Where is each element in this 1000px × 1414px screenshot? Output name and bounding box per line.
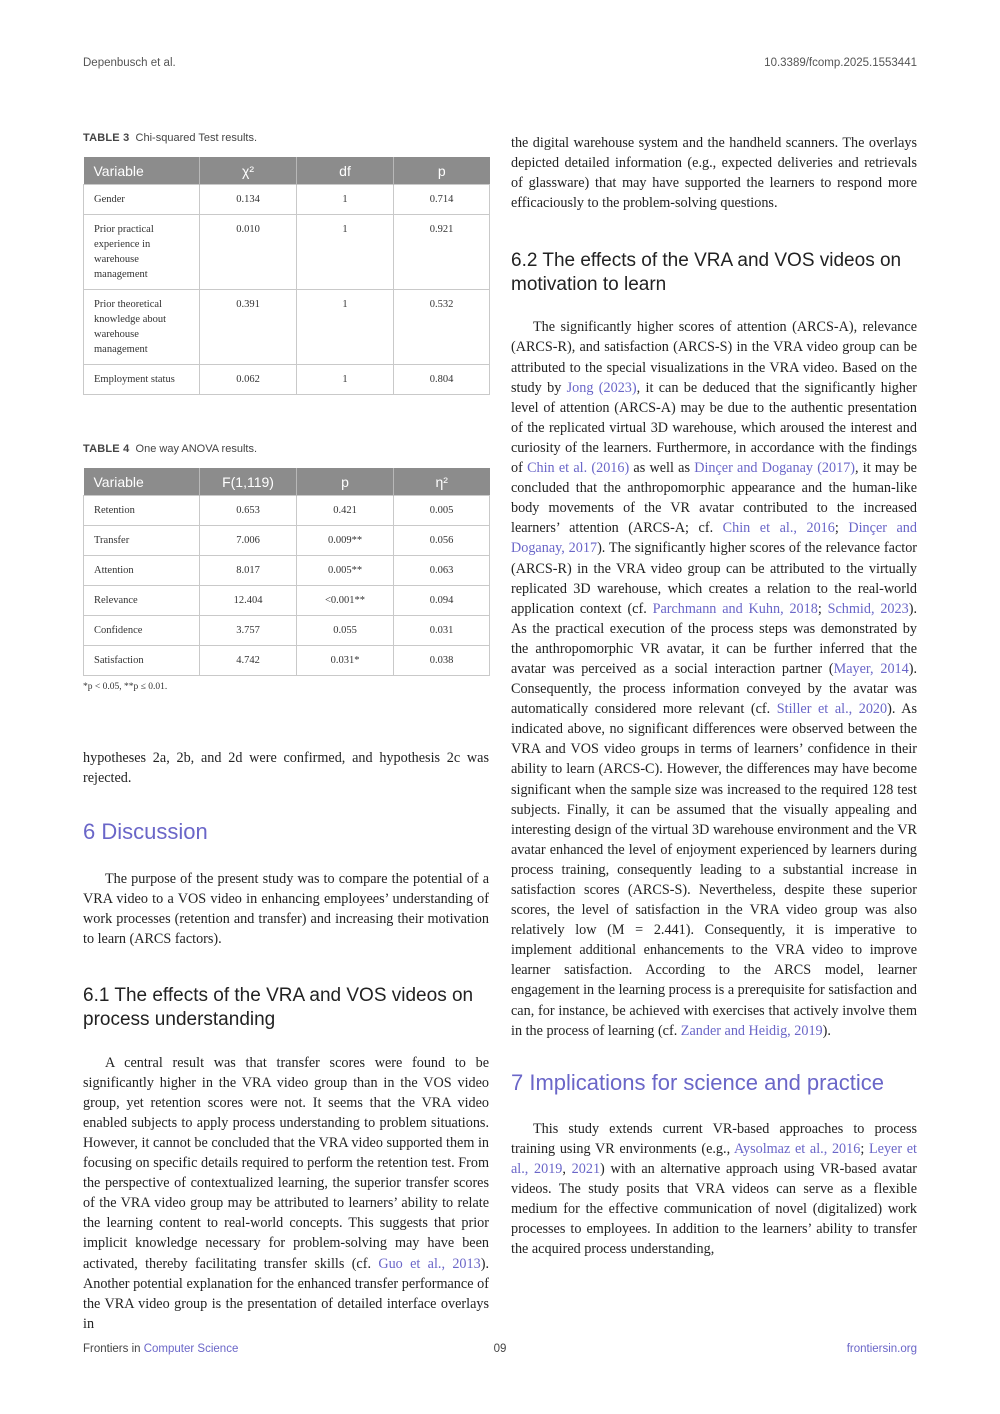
discussion-paragraph: The purpose of the present study was to compare the potential of a VRA video to a VOS video in enhancing employees’ understanding of work processes (retention and transfer) and increasing their motivation to learn (ARCS factors). <box>83 871 489 948</box>
footer-site-link[interactable]: frontiersin.org <box>846 1343 917 1355</box>
citation-link[interactable]: Aysolmaz et al., 2016 <box>734 1140 861 1157</box>
table-row: Satisfaction 4.742 0.031* 0.038 <box>84 646 490 676</box>
section-6-2-paragraph: The significantly higher scores of attention (ARCS-A), relevance (ARCS-R), and satisfaction (ARCS-S) in the VRA video group can be attributed to the special visualizations in the VRA video. Based on the study by Jong (2023), it can be deduced that the significantly higher level of attention (ARCS-A) may be due to the authentic presentation of the replicated virtual 3D warehouse, which aroused the interest and curiosity of the learners. Furthermore, in accordance with the findings of Chin et al. (2016) as well as Dinçer and Doganay (2017), it may be concluded that the anthropomorphic appearance and the human-like body movements of the VR avatar contributed to the increased learners’ attention (ARCS-A; cf. Chin et al., 2016; Dinçer and Doganay, 2017). The significantly higher scores of the relevance factor (ARCS-R) in the VRA video group can be attributed to the virtually replicated 3D warehouse, which creates a relation to the real-world application context (cf. Parchmann and Kuhn, 2018; Schmid, 2023). As the practical execution of the process steps was demonstrated by the anthropomorphic VR avatar, it can be further inferred that the avatar was perceived as a social interaction partner (Mayer, 2014). Consequently, the process information conveyed by the avatar was automatically considered more relevant (cf. Stiller et al., 2020). As indicated above, no significant differences were observed between the VRA and VOS video groups in terms of learners’ confidence in their ability to learn (ARCS-C). However, the differences may have become significant when the sample size was increased to the required 128 test subjects. Finally, it can be assumed that the visually appealing and interesting design of the virtual 3D warehouse environment and the VR avatar enhanced the level of enjoyment experienced by learners during process training, consequently leading to a substantial increase in satisfaction scores (ARCS-S). Nevertheless, despite these superior scores, the level of satisfaction in the VRA video group was also relatively low (M = 2.441). Consequently, it is imperative to implement additional enhancements to the VRA video to improve learner satisfaction. According to the ARCS model, learner engagement in the learning process is a prerequisite for satisfaction and can, for instance, be achieved with exercises that actively involve them in the process of learning (cf. Zander and Heidig, 2019). <box>511 319 918 1039</box>
table-row: Transfer 7.006 0.009** 0.056 <box>84 526 490 556</box>
table-row: Prior theoretical knowledge about warehouse management 0.391 1 0.532 <box>84 290 490 365</box>
table3-col-p: p <box>394 157 490 185</box>
section-7-paragraph: This study extends current VR-based approaches to process training using VR environments (e.g., Aysolmaz et al., 2016; Leyer et al., 2019, 2021) with an alternative approach using VR-based avatar videos. The study posits that VRA videos can serve as a flexible medium for the effective communication of novel (digitalized) work processes to employees. In addition to the learners’ ability to transfer the acquired process understanding, <box>511 1120 918 1258</box>
table-row: Gender 0.134 1 0.714 <box>84 185 490 215</box>
table4-col-variable: Variable <box>84 468 200 496</box>
table4-col-f: F(1,119) <box>200 468 297 496</box>
running-header-authors: Depenbusch et al. <box>83 57 176 69</box>
citation-link[interactable]: Stiller et al., 2020 <box>776 701 888 718</box>
citation-link[interactable]: Dinçer and Doganay (2017) <box>694 460 856 477</box>
citation-link[interactable]: Schmid, 2023 <box>827 600 909 617</box>
table-row: Attention 8.017 0.005** 0.063 <box>84 556 490 586</box>
footer-journal: Frontiers in Computer Science <box>83 1343 239 1355</box>
citation-link[interactable]: Parchmann and Kuhn, 2018 <box>652 600 818 617</box>
citation-link[interactable]: Leyer et al., 2019 <box>511 1140 918 1177</box>
running-header-doi: 10.3389/fcomp.2025.1553441 <box>764 57 917 69</box>
citation-link[interactable]: 2021 <box>571 1160 601 1177</box>
table3-chi-squared <box>83 157 490 395</box>
table-row: Confidence 3.757 0.055 0.031 <box>84 616 490 646</box>
table3-col-chi2: χ² <box>200 157 297 185</box>
left-column <box>83 128 489 1334</box>
table4-footnote: *p < 0.05, **p ≤ 0.01. <box>83 682 168 692</box>
table-row: Relevance 12.404 <0.001** 0.094 <box>84 586 490 616</box>
section-6-1-paragraph: A central result was that transfer scores were found to be significantly higher in the VRA video group than in the VOS video group, yet retention scores were not. It seems that the VRA video enabled subjects to apply process understanding to problem situations. However, it cannot be concluded that the VRA video supported them in focusing on specific details required to perform the retention test. From the perspective of contextualized learning, the superior transfer scores of the VRA video group may be attributed to learners’ ability to relate the learning content to real-world concepts. This suggests that prior implicit knowledge necessary for problem-solving may have been activated, thereby facilitating transfer skills (cf. Guo et al., 2013). Another potential explanation for the enhanced transfer performance of the VRA video group is the presentation of detailed interface overlays in <box>83 1054 489 1332</box>
table4-anova <box>83 468 490 676</box>
section-6-heading: 6 Discussion <box>83 819 208 845</box>
table-row: Retention 0.653 0.421 0.005 <box>84 496 490 526</box>
table3-col-variable: Variable <box>84 157 200 185</box>
table3-caption: TABLE 3 Chi-squared Test results. <box>83 132 258 144</box>
table4-col-p: p <box>297 468 394 496</box>
citation-link[interactable]: Guo et al., 2013 <box>378 1255 481 1272</box>
citation-link[interactable]: Chin et al. (2016) <box>527 460 630 477</box>
section-6-2-heading: 6.2 The effects of the VRA and VOS videos on motivation to learn <box>511 250 902 296</box>
citation-link[interactable]: Jong (2023) <box>566 379 637 396</box>
right-column <box>511 128 917 1259</box>
citation-link[interactable]: Dinçer and Doganay, 2017 <box>511 520 917 557</box>
table4-caption: TABLE 4 One way ANOVA results. <box>83 443 258 455</box>
section-6-1-heading: 6.1 The effects of the VRA and VOS videos on process understanding <box>83 984 474 1030</box>
citation-link[interactable]: Mayer, 2014 <box>833 660 909 677</box>
table3-col-df: df <box>297 157 394 185</box>
continued-paragraph: the digital warehouse system and the handheld scanners. The overlays depicted detailed information (e.g., expected deliveries and retrievals of glassware) that may have supported the learners to respond more efficaciously to the problem-solving questions. <box>511 135 917 212</box>
table4-col-eta2: η² <box>394 468 490 496</box>
footer-page-number: 09 <box>493 1343 507 1355</box>
table-row: Prior practical experience in warehouse management 0.010 1 0.921 <box>84 215 490 290</box>
citation-link[interactable]: Zander and Heidig, 2019 <box>680 1022 823 1039</box>
citation-link[interactable]: Chin et al., 2016 <box>722 520 835 537</box>
table-row: Employment status 0.062 1 0.804 <box>84 365 490 395</box>
section-7-heading: 7 Implications for science and practice <box>511 1069 884 1095</box>
hypotheses-paragraph: hypotheses 2a, 2b, and 2d were confirmed, and hypothesis 2c was rejected. <box>83 750 489 787</box>
journal-link[interactable]: Computer Science <box>143 1343 239 1355</box>
